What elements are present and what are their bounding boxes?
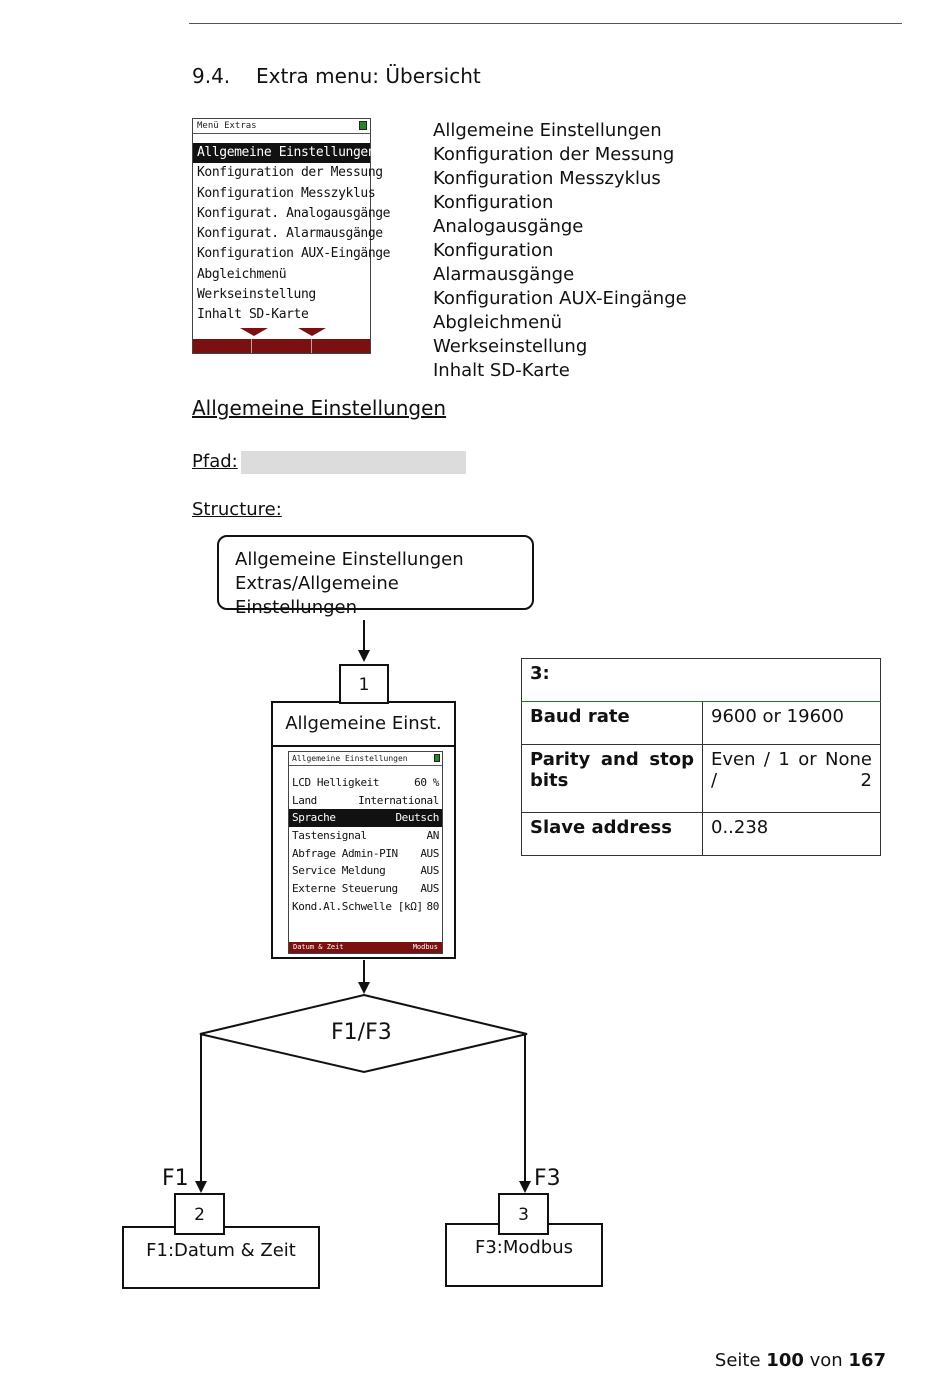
top-node-line2: Extras/Allgemeine	[235, 573, 399, 594]
table-cell-param: Parity and stop bits	[522, 745, 703, 813]
settings-value: AN	[426, 829, 439, 843]
list-item: Konfiguration der Messung	[433, 144, 675, 165]
top-node-line1: Allgemeine Einstellungen	[235, 549, 464, 570]
list-item: Alarmausgänge	[433, 264, 575, 285]
settings-screen	[288, 751, 443, 954]
menu-item: Konfiguration Messzyklus	[197, 185, 376, 201]
table-row	[522, 745, 881, 813]
settings-row	[289, 862, 442, 880]
settings-value: Deutsch	[395, 811, 439, 825]
table-header: 3:	[522, 659, 881, 702]
list-item: Konfiguration	[433, 240, 554, 261]
table-row	[522, 813, 881, 856]
table-cell-param: Baud rate	[522, 702, 703, 745]
menu-item: Konfiguration der Messung	[197, 165, 383, 181]
f1-key-label: F1	[162, 1166, 189, 1191]
settings-label: Kond.Al.Schwelle [kΩ]	[292, 899, 423, 913]
footer-page: 100	[766, 1350, 804, 1371]
node1-title: Allgemeine Einst.	[273, 703, 454, 747]
table-cell-value: 9600 or 19600	[703, 702, 881, 745]
settings-value: AUS	[420, 882, 439, 896]
node1-number: 1	[339, 664, 389, 704]
menu-item: Konfigurat. Analogausgänge	[197, 205, 391, 221]
path-label: Pfad:	[192, 451, 238, 472]
section-title: Extra menu: Übersicht	[256, 64, 481, 88]
settings-row	[289, 880, 442, 898]
settings-value: International	[358, 793, 439, 807]
top-node-line3: Einstellungen	[235, 597, 358, 618]
settings-row	[289, 845, 442, 863]
page-footer	[715, 1350, 886, 1371]
softkey-right: Modbus	[412, 943, 438, 951]
f3-key-label: F3	[534, 1166, 561, 1191]
list-item: Werkseinstellung	[433, 336, 588, 357]
screen-title: Menü Extras	[197, 121, 257, 131]
settings-row	[289, 792, 442, 810]
menu-item: Allgemeine Einstellungen	[193, 143, 370, 163]
node3-title: F3:Modbus	[474, 1237, 574, 1258]
menu-item: Inhalt SD-Karte	[197, 307, 309, 323]
settings-value: AUS	[420, 846, 439, 860]
list-item: Inhalt SD-Karte	[433, 360, 570, 381]
list-item: Konfiguration	[433, 192, 554, 213]
node2-number: 2	[174, 1193, 225, 1235]
softkey-left: Datum & Zeit	[293, 943, 344, 951]
settings-list	[289, 774, 442, 916]
softkey-bar	[289, 942, 442, 953]
list-item: Konfiguration Messzyklus	[433, 168, 661, 189]
screen-title: Allgemeine Einstellungen	[292, 754, 408, 763]
list-item: Abgleichmenü	[433, 312, 562, 333]
settings-row	[289, 809, 442, 827]
settings-value: 80	[426, 899, 439, 913]
menu-item: Konfiguration AUX-Eingänge	[197, 246, 391, 262]
settings-row	[289, 827, 442, 845]
settings-label: Externe Steuerung	[292, 882, 398, 896]
table-cell-value: Even / 1 or None / 2	[703, 745, 881, 813]
footer-prefix: Seite	[714, 1350, 761, 1371]
battery-icon	[434, 754, 440, 762]
footer-total: 167	[848, 1350, 886, 1371]
menu-item: Konfigurat. Alarmausgänge	[197, 226, 383, 242]
menu-item: Abgleichmenü	[197, 266, 287, 282]
settings-value: AUS	[420, 864, 439, 878]
modbus-table	[521, 658, 881, 856]
structure-label: Structure:	[192, 499, 282, 520]
settings-label: Land	[292, 793, 317, 807]
list-item: Analogausgänge	[433, 216, 584, 237]
settings-label: LCD Helligkeit	[292, 776, 380, 789]
table-row	[522, 702, 881, 745]
list-item: Allgemeine Einstellungen	[433, 120, 662, 141]
table-cell-value: 0..238	[703, 813, 881, 856]
settings-label: Service Meldung	[292, 864, 386, 878]
settings-row	[289, 774, 442, 792]
settings-row	[289, 898, 442, 916]
list-item: Konfiguration AUX-Eingänge	[433, 288, 687, 309]
menu-item: Werkseinstellung	[197, 287, 316, 303]
settings-label: Tastensignal	[292, 829, 367, 843]
node2-box	[122, 1226, 320, 1289]
section-number: 9.4.	[192, 64, 231, 88]
screen-titlebar	[289, 752, 442, 766]
node3-number: 3	[498, 1193, 549, 1235]
decision-label: F1/F3	[331, 1020, 392, 1045]
footer-mid: von	[809, 1350, 843, 1371]
node2-title: F1:Datum & Zeit	[146, 1240, 296, 1261]
settings-label: Abfrage Admin-PIN	[292, 846, 398, 860]
table-cell-param: Slave address	[522, 813, 703, 856]
settings-value: 60 %	[414, 776, 439, 789]
top-node-box	[217, 535, 534, 618]
subsection-title: Allgemeine Einstellungen	[192, 396, 447, 420]
settings-label: Sprache	[292, 811, 336, 825]
